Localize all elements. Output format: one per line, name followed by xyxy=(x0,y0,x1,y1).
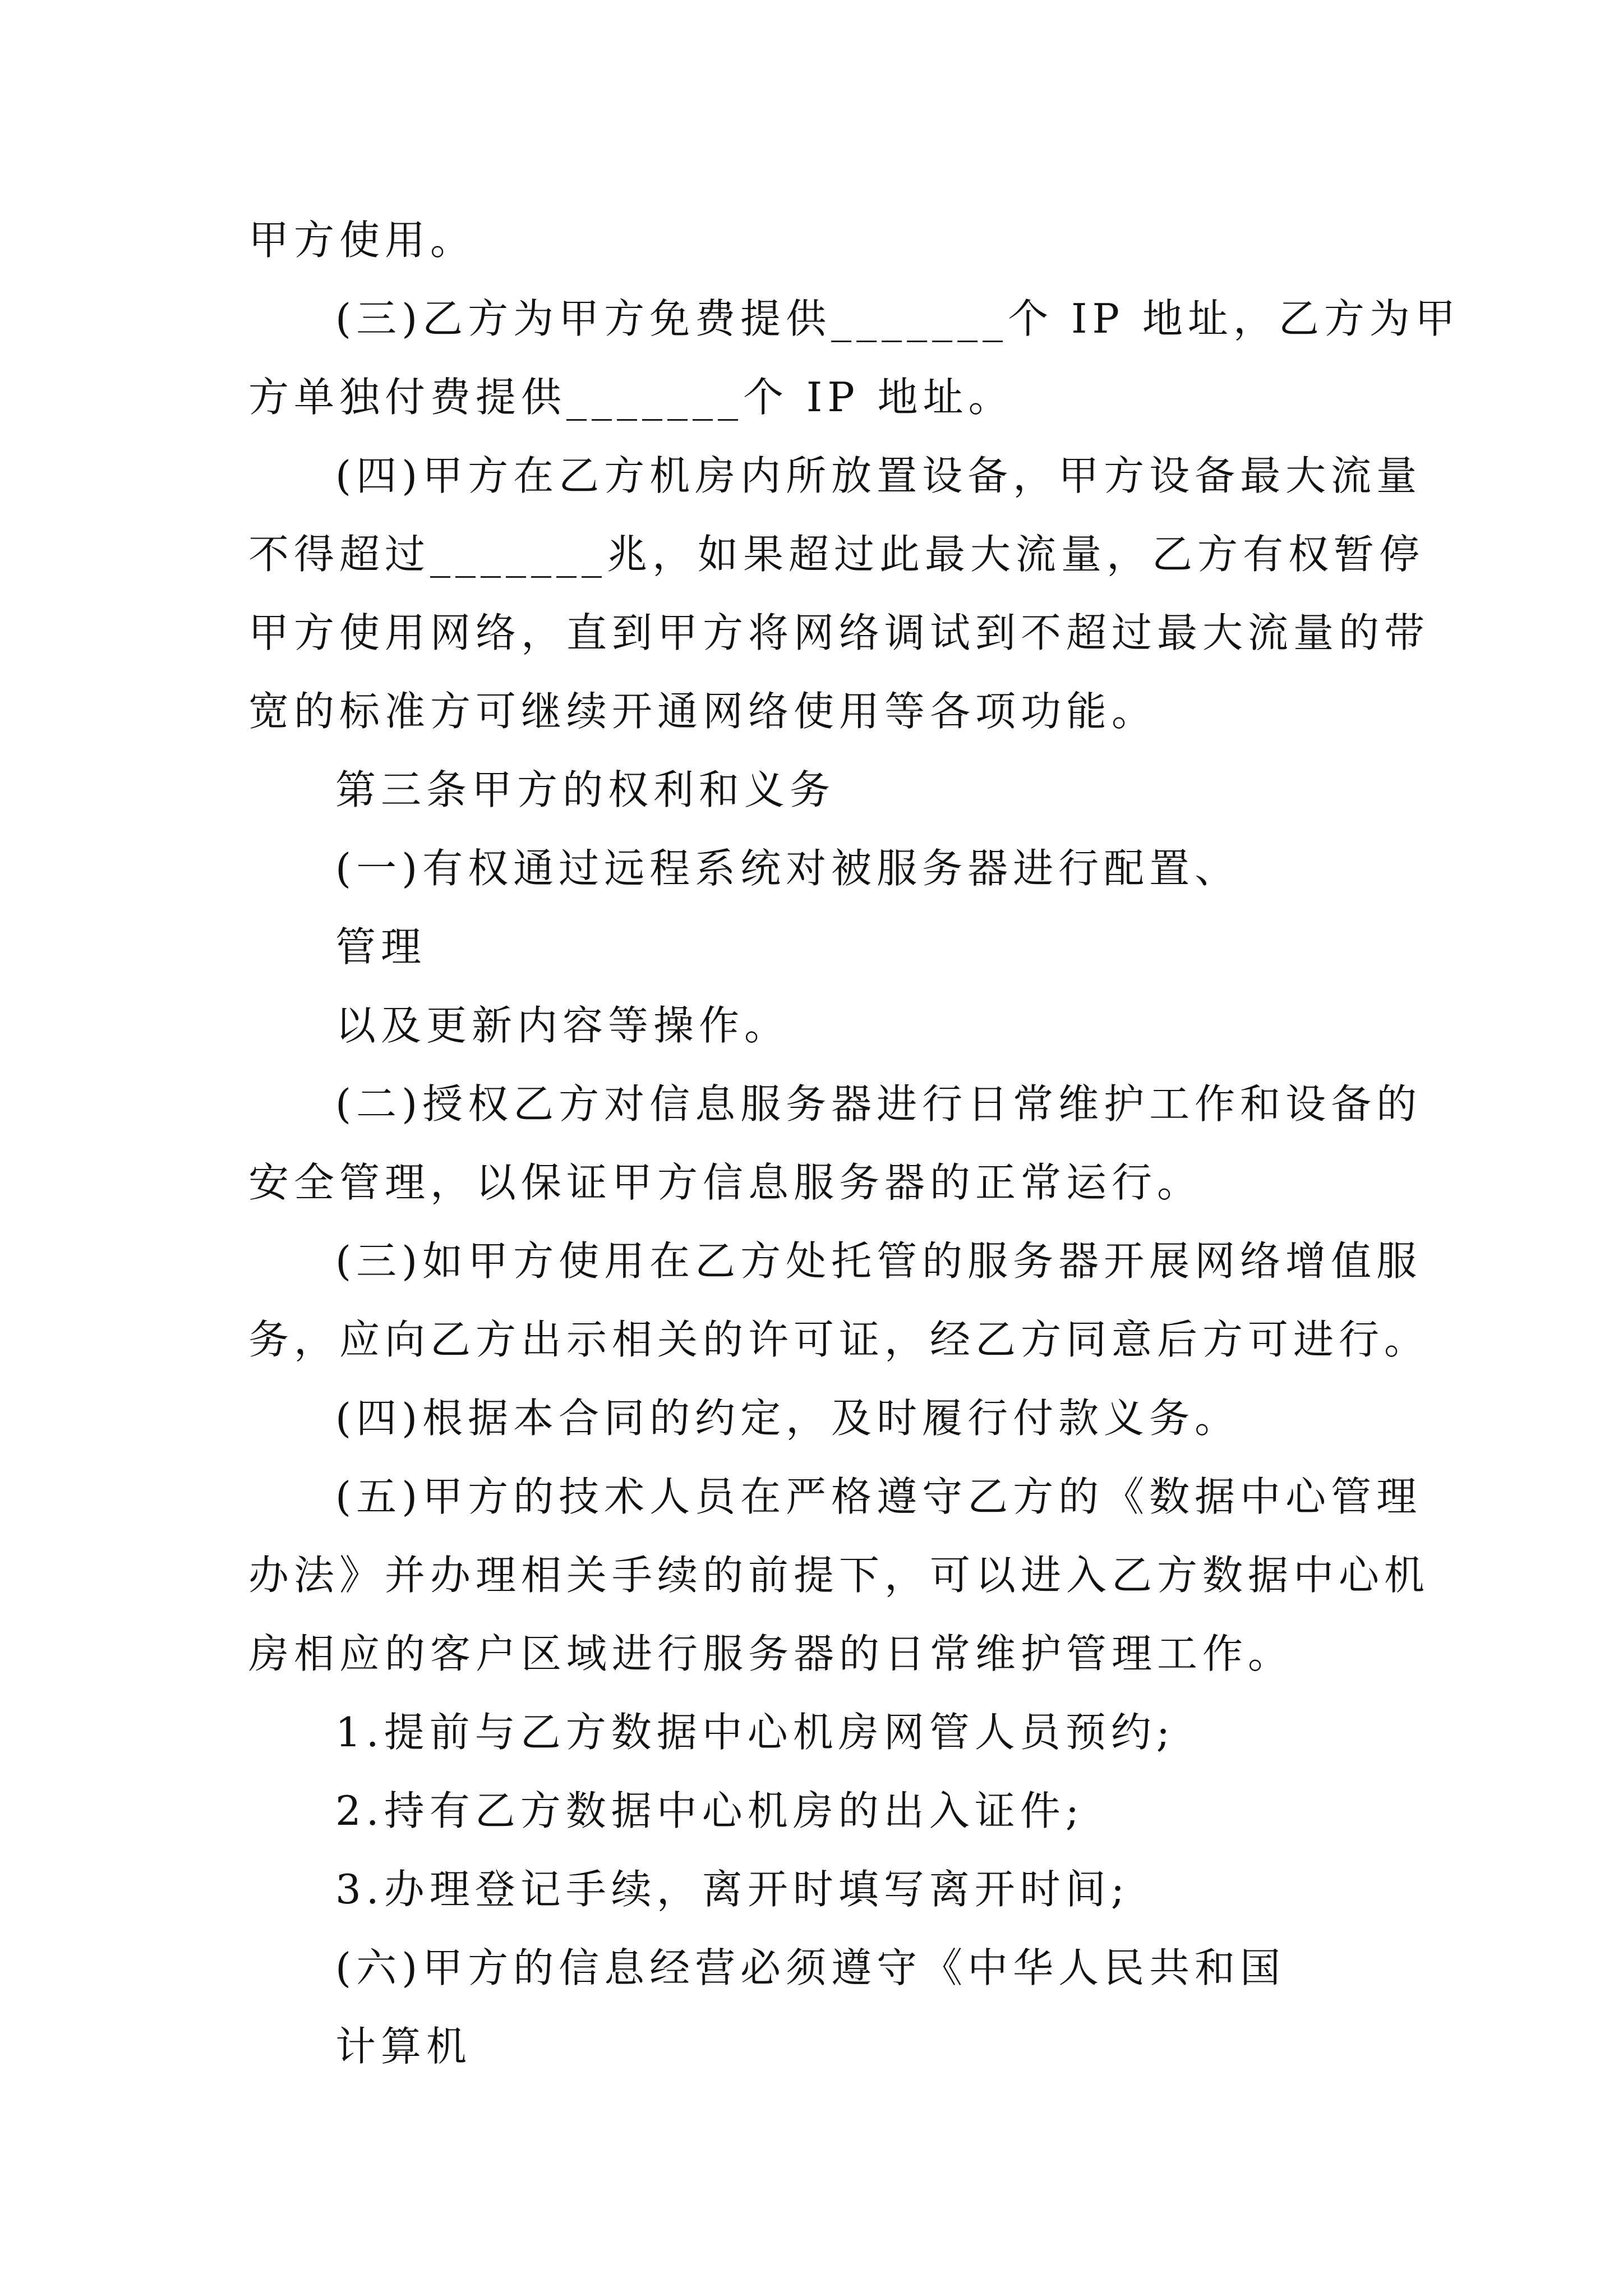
text-line: 房相应的客户区域进行服务器的日常维护管理工作。 xyxy=(248,1630,1294,1677)
text-line: (三)乙方为甲方免费提供_______个 IP 地址，乙方为甲 xyxy=(335,295,1460,342)
list-item: 1.提前与乙方数据中心机房网管人员预约; xyxy=(335,1709,1175,1756)
text-line: 以及更新内容等操作。 xyxy=(335,1002,790,1049)
text-line: (六)甲方的信息经营必须遵守《中华人民共和国 xyxy=(335,1944,1286,1991)
text-line: 方单独付费提供_______个 IP 地址。 xyxy=(248,374,1014,421)
list-item: 3.办理登记手续，离开时填写离开时间; xyxy=(335,1866,1129,1913)
text-line: 计算机 xyxy=(335,2023,472,2070)
text-line: (五)甲方的技术人员在严格遵守乙方的《数据中心管理 xyxy=(335,1473,1422,1520)
section-heading: 第三条甲方的权利和义务 xyxy=(335,766,836,813)
text-line: (四)根据本合同的约定，及时履行付款义务。 xyxy=(335,1395,1241,1442)
text-line: 宽的标准方可继续开通网络使用等各项功能。 xyxy=(248,688,1158,735)
text-line: 务，应向乙方出示相关的许可证，经乙方同意后方可进行。 xyxy=(248,1316,1430,1363)
text-line: 管理 xyxy=(335,923,427,970)
text-line: (四)甲方在乙方机房内所放置设备，甲方设备最大流量 xyxy=(335,452,1422,499)
text-line: (三)如甲方使用在乙方处托管的服务器开展网络增值服 xyxy=(335,1237,1422,1285)
text-line: 甲方使用网络，直到甲方将网络调试到不超过最大流量的带 xyxy=(248,609,1430,656)
text-line: (一)有权通过远程系统对被服务器进行配置、 xyxy=(335,845,1241,892)
list-item: 2.持有乙方数据中心机房的出入证件; xyxy=(335,1787,1084,1834)
text-line: 办法》并办理相关手续的前提下，可以进入乙方数据中心机 xyxy=(248,1552,1430,1599)
text-line: (二)授权乙方对信息服务器进行日常维护工作和设备的 xyxy=(335,1080,1422,1128)
text-line: 安全管理，以保证甲方信息服务器的正常运行。 xyxy=(248,1159,1203,1206)
text-line: 甲方使用。 xyxy=(248,217,476,264)
text-line: 不得超过_______兆，如果超过此最大流量，乙方有权暂停 xyxy=(248,531,1425,578)
